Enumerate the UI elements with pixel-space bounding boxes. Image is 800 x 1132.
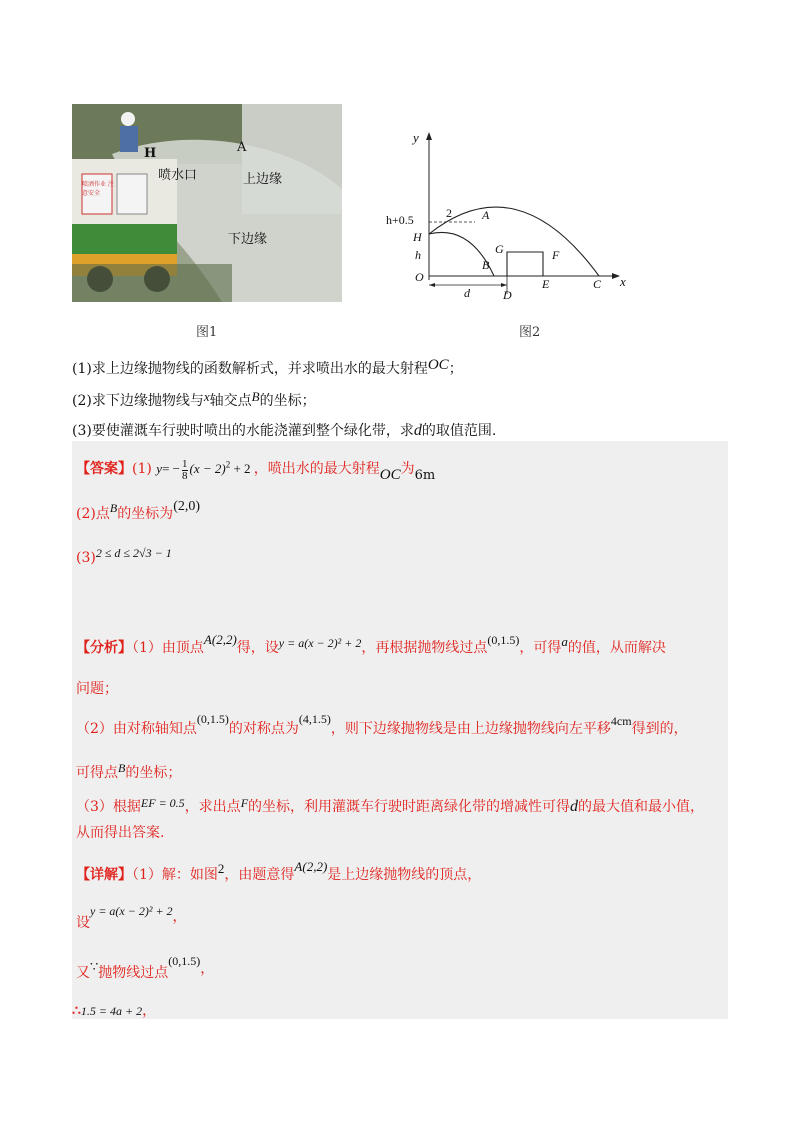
therefore-symbol: ∴ (72, 1003, 81, 1019)
analysis-1-m4: a (561, 634, 568, 649)
detail-1a: （1）解：如图 (132, 867, 218, 883)
analysis-3d: 得到的， (631, 721, 688, 737)
q1-end: ； (448, 361, 463, 377)
detail-1-m1: 2 (217, 861, 225, 876)
analysis-5-m2: F (240, 796, 249, 810)
label-D: D (503, 288, 512, 302)
analysis-4a: 可得点 (76, 765, 118, 781)
q3-text-b: 的取值范围. (421, 423, 497, 439)
analysis-line-2 (76, 678, 118, 698)
photo-sign-text: 喷洒作业 注意安全 (82, 181, 114, 197)
photo-label-lower: 下边缘 (228, 232, 268, 247)
answer-1-value: 6m (414, 468, 436, 483)
answer-line-1 (76, 458, 435, 482)
detail-4-m: 1.5 = 4a + 2 (80, 1004, 143, 1018)
question-1 (72, 358, 463, 378)
because-symbol: ∵ (90, 960, 99, 975)
answer-3-prefix: (3) (76, 550, 96, 566)
label-d: d (464, 286, 470, 300)
detail-1c: 是上边缘抛物线的顶点， (327, 867, 482, 883)
analysis-tag: 【分析】 (76, 640, 132, 656)
analysis-5-m1: EF = 0.5 (140, 796, 185, 810)
answer-tag: 【答案】 (76, 461, 132, 477)
analysis-line-3 (76, 712, 688, 738)
analysis-2: 问题； (76, 681, 118, 697)
question-2 (72, 390, 316, 410)
answer-line-2 (76, 499, 201, 523)
answer-1-wei: 为 (400, 461, 415, 477)
photo-label-upper: 上边缘 (243, 172, 283, 187)
formula-eq: = − (162, 461, 180, 476)
label-A: A (482, 208, 490, 222)
q1-math-oc: OC (427, 357, 449, 373)
formula-rest: (x − 2) (189, 461, 226, 476)
axis-label-y: y (413, 130, 419, 145)
formula-fraction (182, 459, 188, 482)
answer-2-text: 的坐标为 (117, 506, 174, 522)
formula-plus: + 2 (230, 461, 251, 476)
label-H: H (413, 230, 422, 244)
detail-line-2 (76, 904, 187, 932)
fraction-num: 1 (182, 457, 188, 470)
detail-3-m: (0,1.5) (168, 954, 201, 968)
detail-3b: 抛物线过点 (98, 965, 169, 981)
detail-1b: ，由题意得 (224, 867, 295, 883)
label-G: G (495, 242, 504, 256)
q1-text: (1)求上边缘抛物线的函数解析式，并求喷出水的最大射程 (72, 361, 428, 377)
axis-label-x: x (620, 274, 626, 289)
detail-line-4 (72, 1000, 156, 1020)
detail-tag: 【详解】 (76, 867, 132, 883)
label-two: 2 (446, 206, 452, 220)
q3-math-d: d (413, 422, 422, 439)
q3-text-a: (3)要使灌溉车行驶时喷出的水能浇灌到整个绿化带，求 (72, 423, 414, 439)
label-E: E (542, 277, 550, 291)
figure1-caption: 图1 (196, 325, 218, 340)
detail-line-1 (76, 859, 482, 884)
photo-label-nozzle: 喷水口 (158, 168, 198, 183)
analysis-4b: 的坐标； (125, 765, 182, 781)
answer-3-value: 2 ≤ d ≤ 2√3 − 1 (95, 546, 172, 560)
q2-math-x: x (203, 389, 210, 404)
photo-label-h: H (144, 146, 157, 161)
analysis-3-m3: 4cm (610, 714, 632, 728)
sprinkler-truck-illustration (72, 104, 342, 302)
answer-1-text: ，喷出水的最大射程 (253, 461, 380, 477)
label-C: C (593, 277, 602, 291)
analysis-5d: 的最大值和最小值， (578, 799, 705, 815)
detail-1-m2: A(2,2) (294, 859, 328, 874)
detail-3a: 又 (76, 965, 90, 981)
detail-2b: ， (172, 909, 187, 925)
question-3 (72, 420, 496, 440)
analysis-1e: 的值，从而解决 (567, 640, 666, 656)
answer-line-3 (76, 546, 172, 566)
q2-text-b: 轴交点 (209, 393, 252, 409)
analysis-5c: 的坐标，利用灌溉车行驶时距离绿化带的增减性可得 (248, 799, 571, 815)
detail-line-3 (76, 954, 215, 982)
analysis-3-m1: (0,1.5) (196, 712, 229, 726)
analysis-3b: 的对称点为 (228, 721, 299, 737)
analysis-1b: 得，设 (236, 640, 279, 656)
analysis-5a: （3）根据 (76, 799, 141, 815)
answer-2-prefix: (2)点 (76, 506, 110, 522)
analysis-3c: ，则下边缘抛物线是由上边缘抛物线向左平移 (330, 721, 611, 737)
figure2-caption: 图2 (519, 325, 541, 340)
detail-4c: ， (142, 1003, 157, 1019)
detail-3c: ， (200, 961, 215, 977)
answer-1-formula (156, 457, 254, 482)
photo-label-a: A (237, 140, 247, 155)
answer-2-value: (2,0) (173, 499, 201, 514)
analysis-5-m3: d (570, 798, 579, 815)
fraction-den: 8 (182, 469, 188, 482)
detail-2a: 设 (76, 915, 90, 931)
label-h-plus: h+0.5 (386, 213, 414, 227)
answer-2-b: B (109, 501, 118, 515)
label-h: h (415, 248, 421, 262)
analysis-line-6 (76, 822, 164, 842)
figure2-diagram (370, 128, 640, 308)
formula-y: y (156, 461, 163, 476)
analysis-1-m1: A(2,2) (203, 632, 237, 647)
q2-math-b: B (251, 389, 260, 404)
analysis-1c: ，再根据抛物线过点 (361, 640, 488, 656)
figure1-photo (72, 104, 342, 302)
analysis-6: 从而得出答案. (76, 825, 165, 841)
analysis-1-m2: y = a(x − 2)² + 2 (278, 636, 362, 650)
analysis-3a: （2）由对称轴知点 (76, 721, 197, 737)
analysis-1d: ，可得 (519, 640, 562, 656)
q2-text-a: (2)求下边缘抛物线与 (72, 393, 204, 409)
formula-exp: 2 (225, 459, 231, 470)
detail-2-m: y = a(x − 2)² + 2 (90, 904, 173, 918)
answer-1-oc: OC (379, 467, 401, 483)
analysis-1-m3: (0,1.5) (487, 633, 520, 647)
analysis-3-m2: (4,1.5) (298, 712, 331, 726)
label-F: F (552, 248, 560, 262)
analysis-line-5 (76, 796, 704, 816)
analysis-line-4 (76, 762, 181, 782)
answer-1-prefix: (1) (132, 461, 152, 477)
analysis-line-1 (76, 632, 666, 657)
analysis-1a: （1）由顶点 (132, 640, 204, 656)
analysis-4-m: B (118, 761, 126, 775)
label-B: B (482, 258, 490, 272)
analysis-5b: ，求出点 (184, 799, 241, 815)
label-O: O (415, 270, 424, 284)
q2-text-c: 的坐标； (259, 393, 316, 409)
